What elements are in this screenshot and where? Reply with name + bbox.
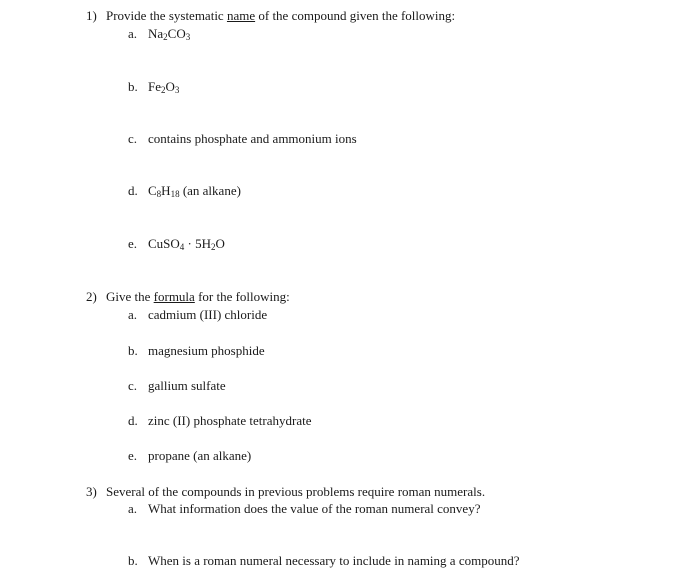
- question-text: Several of the compounds in previous problems require roman numerals.: [106, 484, 486, 499]
- item-text: [148, 236, 225, 251]
- text-run: propane (an alkane): [148, 448, 252, 463]
- question-text-end: of the compound given the following:: [255, 8, 456, 23]
- question-3-item-a: [128, 501, 480, 517]
- subscript: 8: [156, 189, 162, 199]
- question-number: 2): [86, 289, 97, 304]
- question-2-item-d: [128, 413, 312, 429]
- text-run: O: [215, 236, 225, 251]
- subscript: 18: [170, 189, 180, 199]
- question-text-end: for the following:: [194, 289, 290, 304]
- question-2-item-c: [128, 378, 226, 394]
- item-letter: b.: [128, 79, 138, 94]
- text-run: gallium sulfate: [148, 378, 226, 393]
- question-1-item-a: [128, 26, 190, 42]
- item-text: [148, 26, 190, 41]
- item-text: [148, 448, 251, 463]
- subscript: 4: [179, 242, 185, 252]
- question-2-prompt: [86, 289, 290, 305]
- text-run: (an alkane): [179, 183, 241, 198]
- text-run: Na: [148, 26, 164, 41]
- item-text: [148, 343, 265, 358]
- item-letter: d.: [128, 183, 138, 198]
- text-run: C: [148, 183, 157, 198]
- text-run: O: [165, 79, 175, 94]
- question-number: 1): [86, 8, 97, 23]
- question-2-item-e: [128, 448, 251, 464]
- subscript: 2: [211, 242, 216, 252]
- subscript: 3: [174, 85, 180, 95]
- item-letter: a.: [128, 501, 138, 516]
- question-1-item-d: [128, 183, 241, 199]
- question-2-item-b: [128, 343, 265, 359]
- question-emphasis: name: [226, 8, 256, 23]
- subscript: 2: [161, 85, 166, 95]
- question-3-prompt: [86, 484, 485, 500]
- item-letter: b.: [128, 343, 138, 358]
- item-text: [148, 183, 241, 198]
- question-emphasis: formula: [153, 289, 195, 304]
- item-letter: e.: [128, 448, 138, 463]
- text-run: H: [161, 183, 171, 198]
- item-text: [148, 307, 267, 322]
- text-run: CO: [167, 26, 186, 41]
- item-text: [148, 501, 480, 516]
- item-text: [148, 79, 179, 94]
- item-letter: a.: [128, 26, 138, 41]
- subscript: 3: [185, 32, 191, 42]
- item-letter: e.: [128, 236, 138, 251]
- question-1-item-e: [128, 236, 225, 252]
- item-text: [148, 413, 312, 428]
- question-1-item-c: [128, 131, 357, 147]
- item-text: [148, 131, 357, 146]
- question-number: 3): [86, 484, 97, 499]
- text-run: cadmium (III) chloride: [148, 307, 268, 322]
- question-1-prompt: [86, 8, 455, 24]
- item-letter: c.: [128, 378, 138, 393]
- text-run: magnesium phosphide: [148, 343, 265, 358]
- text-run: · 5H: [184, 236, 212, 251]
- item-letter: a.: [128, 307, 138, 322]
- text-run: What information does the value of the roman numeral convey?: [148, 501, 481, 516]
- text-run: When is a roman numeral necessary to include in naming a compound?: [148, 553, 520, 568]
- item-text: [148, 378, 226, 393]
- item-letter: b.: [128, 553, 138, 568]
- subscript: 2: [163, 32, 168, 42]
- question-1-item-b: [128, 79, 179, 95]
- text-run: CuSO: [148, 236, 180, 251]
- item-text: [148, 553, 519, 568]
- question-3-item-b: [128, 553, 519, 569]
- text-run: zinc (II) phosphate tetrahydrate: [148, 413, 312, 428]
- text-run: Fe: [148, 79, 161, 94]
- item-letter: d.: [128, 413, 138, 428]
- text-run: contains phosphate and ammonium ions: [148, 131, 357, 146]
- question-text: Provide the systematic: [106, 8, 227, 23]
- item-letter: c.: [128, 131, 138, 146]
- question-2-item-a: [128, 307, 267, 323]
- question-text: Give the: [106, 289, 154, 304]
